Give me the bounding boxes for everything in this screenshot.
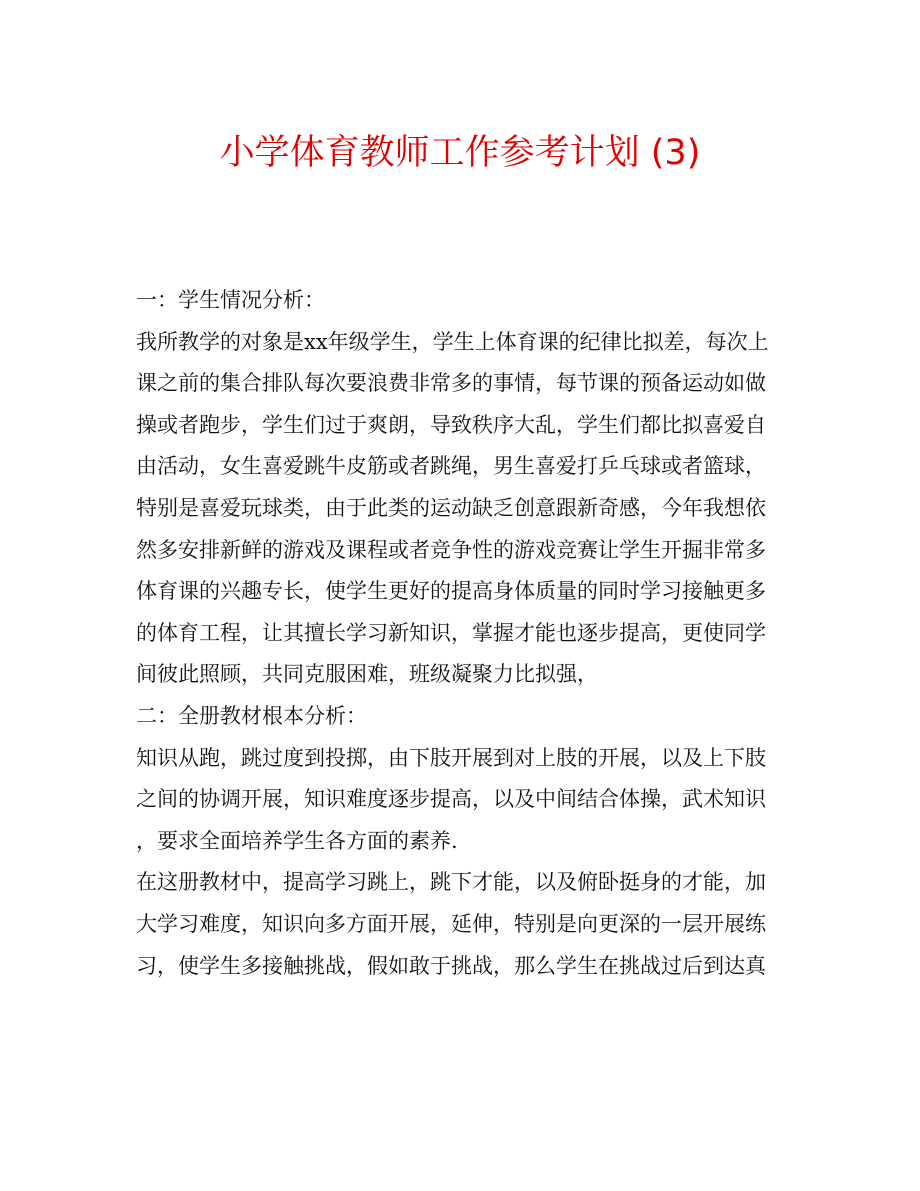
paragraph-line: 课之前的集合排队每次要浪费非常多的事情，每节课的预备运动如做: [136, 371, 766, 396]
paragraph-line: 知识从跑，跳过度到投掷，由下肢开展到对上肢的开展，以及上下肢: [136, 745, 766, 770]
section-heading-1: 一：学生情况分析：: [136, 288, 325, 312]
paragraph-line: 之间的协调开展，知识难度逐步提高，以及中间结合体操，武术知识: [136, 787, 766, 812]
paragraph-line: 我所教学的对象是xx年级学生，学生上体育课的纪律比拟差，每次上: [136, 329, 769, 354]
section-heading-2: 二：全册教材根本分析：: [136, 703, 367, 728]
document-body: [136, 280, 776, 987]
paragraph-line: 体育课的兴趣专长，使学生更好的提高身体质量的同时学习接触更多: [136, 579, 766, 604]
document-title: 小学体育教师工作参考计划 (3): [219, 133, 701, 173]
paragraph-line: 操或者跑步，学生们过于爽朗，导致秩序大乱，学生们都比拟喜爱自: [136, 412, 766, 437]
paragraph-line: 大学习难度，知识向多方面开展，延伸，特别是向更深的一层开展练: [136, 911, 766, 936]
paragraph-line: 由活动，女生喜爱跳牛皮筋或者跳绳，男生喜爱打乒乓球或者篮球，: [136, 454, 766, 479]
paragraph-line: 的体育工程，让其擅长学习新知识，掌握才能也逐步提高，更使同学: [136, 620, 766, 645]
paragraph-line: 在这册教材中，提高学习跳上，跳下才能，以及俯卧挺身的才能，加: [136, 870, 766, 895]
paragraph-line: 特别是喜爱玩球类，由于此类的运动缺乏创意跟新奇感，今年我想依: [136, 495, 766, 520]
paragraph-line: 间彼此照顾，共同克服困难，班级凝聚力比拟强，: [136, 662, 598, 687]
paragraph-line: 然多安排新鲜的游戏及课程或者竞争性的游戏竞赛让学生开掘非常多: [136, 537, 766, 562]
paragraph-line: ，要求全面培养学生各方面的素养.: [136, 828, 458, 853]
paragraph-line: 习，使学生多接触挑战，假如敢于挑战，那么学生在挑战过后到达真: [136, 953, 766, 978]
